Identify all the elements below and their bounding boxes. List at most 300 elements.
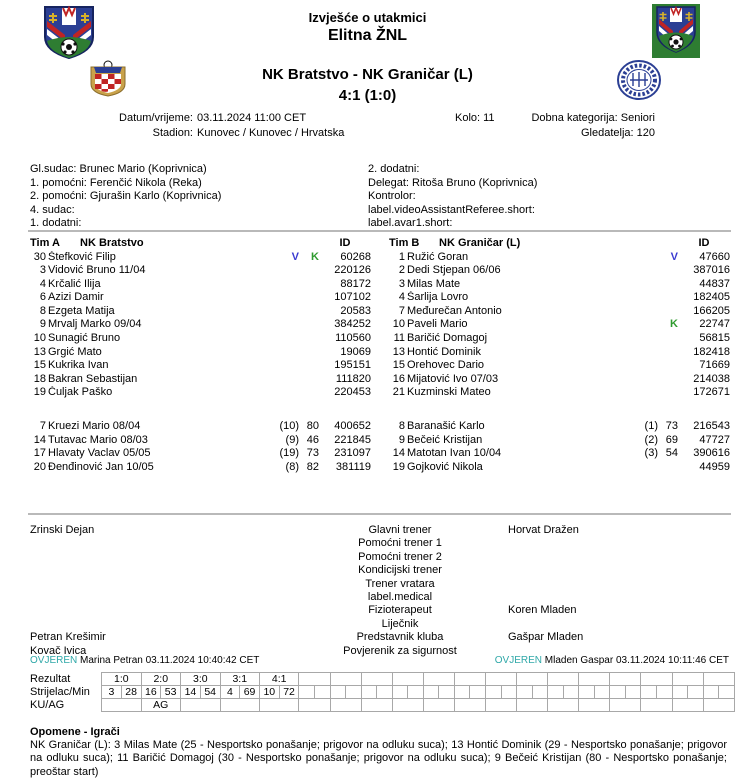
- player-name: Dedi Stjepan 06/06: [407, 264, 501, 277]
- substitute-row: [30, 434, 371, 448]
- player-number: 8: [398, 420, 405, 433]
- staff-row: [30, 551, 729, 564]
- team-rosters: [30, 237, 730, 474]
- staff-away-name: [470, 564, 729, 577]
- player-name: Baranašić Karlo: [407, 420, 485, 433]
- staff-away-name: [470, 578, 729, 591]
- player-id: 384252: [334, 318, 371, 331]
- certified-right: [495, 655, 729, 666]
- captain-or-gk-mark: [299, 386, 319, 400]
- substituted-for: (1): [644, 420, 658, 433]
- starter-row: [389, 305, 730, 319]
- minute-cell: 72: [279, 686, 299, 699]
- player-name: Krčalić Ilija: [48, 277, 101, 290]
- goalkeeper-mark: [263, 318, 299, 332]
- team-block-away: [389, 237, 730, 474]
- minute-cell: [377, 686, 393, 699]
- staff-role-label: label.medical: [367, 591, 433, 604]
- team-label: Tim B: [389, 237, 420, 249]
- staff-row: [30, 524, 729, 537]
- player-name: Bečeić Kristijan: [407, 433, 483, 446]
- player-id: 381119: [335, 460, 371, 473]
- scorer-cell: 4: [220, 686, 240, 699]
- match-score: 4:1 (1:0): [338, 87, 397, 104]
- minute-cell: [470, 686, 486, 699]
- score-cell: [672, 673, 703, 686]
- score-cell: [703, 673, 734, 686]
- goalkeeper-mark: [622, 305, 658, 319]
- staff-away-name: Gašpar Mladen: [508, 631, 584, 644]
- kuag-cell: [392, 699, 423, 712]
- starter-row: [30, 332, 371, 346]
- score-cell: [423, 673, 454, 686]
- minute-cell: 53: [161, 686, 181, 699]
- player-id: 20583: [340, 304, 371, 317]
- scorer-cell: [548, 686, 564, 699]
- substituted-for: (9): [285, 433, 299, 446]
- kuag-cell: [641, 699, 672, 712]
- player-id: 182405: [693, 291, 730, 304]
- scorer-cell: [361, 686, 377, 699]
- player-number: 14: [33, 433, 46, 446]
- player-name: Mijatović Ivo 07/03: [407, 372, 499, 385]
- certified-left-badge: OVJEREN: [30, 655, 78, 666]
- staff-away-name: [470, 591, 729, 604]
- score-cell: [392, 673, 423, 686]
- substitution-minute: [658, 461, 678, 475]
- staff-home-name: [30, 537, 330, 550]
- kuag-cell: [330, 699, 361, 712]
- substitute-row: [30, 461, 371, 475]
- player-id: 172671: [693, 386, 730, 399]
- substitute-row: [389, 447, 730, 461]
- score-cell: [548, 673, 579, 686]
- goalkeeper-mark: [263, 332, 299, 346]
- staff-row: [30, 591, 729, 604]
- scorer-cell: 14: [181, 686, 201, 699]
- report-header: [0, 10, 735, 104]
- team-header: [30, 237, 371, 251]
- player-id: 111820: [335, 372, 371, 385]
- player-id: 19069: [340, 345, 371, 358]
- attendance-label: Gledatelja: 120: [581, 127, 655, 139]
- score-cell: 1:0: [102, 673, 141, 686]
- player-number: 1: [398, 250, 405, 263]
- official-line: Gl.sudac: Brunec Mario (Koprivnica): [30, 163, 207, 175]
- starter-row: [389, 278, 730, 292]
- minute-cell: [625, 686, 641, 699]
- team-label: Tim A: [30, 237, 60, 249]
- score-cell: [454, 673, 485, 686]
- goalkeeper-mark: [622, 264, 658, 278]
- player-name: Sunagić Bruno: [48, 332, 121, 345]
- starter-row: [389, 264, 730, 278]
- staff-away-name: [470, 618, 729, 631]
- player-number: 4: [398, 291, 405, 304]
- official-line: 1. pomoćni: Ferenčić Nikola (Reka): [30, 176, 202, 189]
- official-line: 1. dodatni:: [30, 217, 82, 230]
- substituted-for: (2): [644, 433, 658, 446]
- substitution-minute: 73: [306, 447, 319, 460]
- score-cell: [361, 673, 392, 686]
- player-number: 15: [392, 359, 405, 372]
- player-id: 387016: [693, 264, 730, 277]
- player-id: 71669: [699, 359, 730, 372]
- player-name: Mrvalj Marko 09/04: [48, 318, 142, 331]
- cautions-text: NK Graničar (L): 3 Milas Mate (25 - Nesportsko ponašanje; prigovor na odluku suca); 13 Hontić Dominik (29 - Nesportsko ponašanje; prigovor na odluku suca); 11 Baričić Domagoj (30 - Nesportsko ponašanje; prigovor na odluku suca); 9 Bečeić Kristijan (80 - Nesportsko ponašanje; preoštar start): [30, 739, 727, 778]
- staff-away-name: Horvat Dražen: [508, 524, 579, 536]
- staff-role-label: Povjerenik za sigurnost: [343, 644, 457, 657]
- datetime-value: 03.11.2024 11:00 CET: [197, 112, 307, 124]
- official-line: label.videoAssistantReferee.short:: [368, 203, 535, 216]
- starter-row: [389, 386, 730, 400]
- score-cell: 3:0: [181, 673, 221, 686]
- substituted-for: (19): [279, 447, 299, 460]
- player-number: 6: [39, 291, 46, 304]
- substituted-for: (8): [285, 460, 299, 473]
- certified-right-badge: OVJEREN: [494, 655, 543, 666]
- substitution-minute: 46: [306, 433, 319, 446]
- captain-or-gk-mark: [658, 264, 678, 278]
- official-line: 2. pomoćni: Gjurašin Karlo (Koprivnica): [30, 190, 222, 203]
- kuag-cell: [102, 699, 141, 712]
- player-number: 13: [33, 345, 46, 358]
- match-info: [0, 111, 735, 151]
- score-cell: 2:0: [141, 673, 181, 686]
- player-number: 13: [392, 345, 405, 358]
- player-name: Milas Mate: [407, 277, 461, 290]
- player-name: Azizi Damir: [48, 291, 104, 304]
- starter-row: [389, 359, 730, 373]
- player-name: Ružić Goran: [407, 250, 469, 263]
- section-divider-top: [28, 230, 731, 232]
- club-name: NK Bratstvo: [80, 237, 144, 249]
- player-name: Šarlija Lovro: [407, 291, 469, 304]
- player-number: 14: [392, 447, 405, 460]
- minute-cell: 28: [121, 686, 141, 699]
- team-header: [389, 237, 730, 251]
- player-number: 8: [39, 304, 46, 317]
- player-id: 107102: [334, 291, 371, 304]
- datetime-label: Datum/vrijeme:: [119, 112, 193, 124]
- substituted-for: (10): [279, 420, 299, 433]
- captain-or-gk-mark: K: [670, 318, 678, 331]
- goalkeeper-mark: [263, 359, 299, 373]
- staff-role-label: Fizioterapeut: [368, 604, 432, 617]
- id-column-header: ID: [698, 237, 710, 249]
- player-number: 16: [392, 372, 405, 385]
- player-number: 11: [393, 332, 405, 345]
- row-label: Rezultat: [30, 673, 71, 685]
- player-number: 3: [39, 264, 46, 277]
- kuag-cell: [517, 699, 548, 712]
- captain-or-gk-mark: [658, 332, 678, 346]
- substitution-minute: 69: [665, 433, 678, 446]
- player-id: 220453: [334, 386, 371, 399]
- player-number: 21: [392, 386, 405, 399]
- substitute-row: [389, 420, 730, 434]
- staff-role-label: Pomoćni trener 1: [358, 537, 442, 550]
- row-label: Strijelac/Min: [30, 686, 90, 698]
- kuag-row: [30, 699, 735, 712]
- goalkeeper-mark: [263, 305, 299, 319]
- stadium-value: Kunovec / Kunovec / Hrvatska: [197, 127, 345, 139]
- player-id: 110560: [335, 332, 371, 345]
- kuag-cell: [361, 699, 392, 712]
- section-divider-staff: [28, 513, 731, 515]
- player-id: 390616: [693, 447, 730, 460]
- goalkeeper-mark: [263, 264, 299, 278]
- player-id: 182418: [693, 345, 730, 358]
- player-name: Đenđinović Jan 10/05: [48, 460, 154, 473]
- official-line: Kontrolor:: [368, 190, 416, 203]
- round-label: Kolo: 11: [455, 112, 495, 124]
- goalkeeper-mark: [622, 251, 658, 265]
- minute-cell: [346, 686, 362, 699]
- player-name: Matotan Ivan 10/04: [407, 447, 502, 460]
- staff-home-name: [30, 618, 330, 631]
- staff-away-name: [470, 551, 729, 564]
- player-id: 195151: [334, 359, 371, 372]
- match-title: NK Bratstvo - NK Graničar (L): [262, 66, 473, 83]
- player-number: 17: [33, 447, 46, 460]
- player-name: Međurečan Antonio: [407, 304, 502, 317]
- scorer-cell: [517, 686, 533, 699]
- player-name: Tutavac Mario 08/03: [48, 433, 148, 446]
- starter-row: [389, 318, 730, 332]
- minute-cell: [315, 686, 331, 699]
- score-cell: 4:1: [259, 673, 299, 686]
- player-name: Čuljak Paško: [48, 386, 113, 399]
- category-label: Dobna kategorija: Seniori: [531, 112, 655, 124]
- player-id: 214038: [693, 372, 730, 385]
- player-id: 220126: [334, 264, 371, 277]
- staff-role-label: Trener vratara: [365, 577, 435, 590]
- substitute-row: [30, 420, 371, 434]
- goalkeeper-mark: [622, 346, 658, 360]
- starter-row: [30, 291, 371, 305]
- scorer-cell: [641, 686, 657, 699]
- player-id: 231097: [334, 447, 371, 460]
- minute-cell: 54: [200, 686, 220, 699]
- scorer-cell: [610, 686, 626, 699]
- starter-row: [30, 386, 371, 400]
- captain-or-gk-mark: [299, 373, 319, 387]
- starter-row: [30, 346, 371, 360]
- certified-left-text: Marina Petran 03.11.2024 10:40:42 CET: [77, 655, 260, 666]
- kuag-cell: [548, 699, 579, 712]
- starter-row: [30, 264, 371, 278]
- staff-row: [30, 537, 729, 550]
- player-name: Gojković Nikola: [407, 460, 483, 473]
- player-name: Kukrika Ivan: [48, 359, 109, 372]
- staff-row: [30, 578, 729, 591]
- team-block-home: [30, 237, 371, 474]
- player-name: Ezgeta Matija: [48, 304, 115, 317]
- player-number: 9: [39, 318, 46, 331]
- goalkeeper-mark: [622, 291, 658, 305]
- player-number: 10: [392, 318, 405, 331]
- official-line: 2. dodatni:: [368, 163, 420, 175]
- substitution-minute: 54: [665, 447, 678, 460]
- result-table: [30, 672, 735, 712]
- captain-or-gk-mark: [299, 359, 319, 373]
- scorer-minute-row: [30, 686, 735, 699]
- score-cell: [330, 673, 361, 686]
- certification-row: [30, 655, 729, 666]
- starter-row: [30, 278, 371, 292]
- player-number: 2: [398, 264, 405, 277]
- kuag-cell: [423, 699, 454, 712]
- kuag-cell: [259, 699, 299, 712]
- minute-cell: [688, 686, 704, 699]
- player-number: 18: [33, 372, 46, 385]
- kuag-cell: [220, 699, 259, 712]
- scorer-cell: [579, 686, 595, 699]
- player-number: 20: [33, 460, 46, 473]
- kuag-cell: [672, 699, 703, 712]
- goalkeeper-mark: [263, 386, 299, 400]
- kuag-cell: [181, 699, 221, 712]
- official-line: 4. sudac:: [30, 203, 75, 216]
- captain-or-gk-mark: [299, 332, 319, 346]
- starter-row: [389, 346, 730, 360]
- player-name: Baričić Domagoj: [407, 332, 488, 345]
- league-name: Elitna ŽNL: [327, 27, 408, 44]
- minute-cell: [657, 686, 673, 699]
- staff-home-name: [30, 604, 330, 617]
- scorer-cell: 3: [102, 686, 122, 699]
- starter-row: [389, 251, 730, 265]
- substitute-row: [30, 447, 371, 461]
- certified-left: [30, 655, 259, 666]
- player-number: 19: [33, 386, 46, 399]
- scorer-cell: [423, 686, 439, 699]
- player-name: Hontić Dominik: [407, 345, 481, 358]
- staff-role-label: Predstavnik kluba: [356, 631, 444, 644]
- captain-or-gk-mark: [658, 346, 678, 360]
- officials-section: [30, 163, 729, 231]
- player-number: 3: [398, 277, 405, 290]
- score-cell: [299, 673, 330, 686]
- staff-section: [30, 524, 729, 658]
- scorer-cell: [330, 686, 346, 699]
- staff-home-name: [30, 578, 330, 591]
- player-name: Paveli Mario: [407, 318, 468, 331]
- staff-role-label: Liječnik: [381, 617, 419, 630]
- result-table-section: [30, 672, 735, 712]
- report-title: Izvješće o utakmici: [308, 10, 427, 25]
- goalkeeper-mark: [263, 278, 299, 292]
- goalkeeper-mark: [263, 346, 299, 360]
- player-name: Grgić Mato: [48, 345, 102, 358]
- minute-cell: [408, 686, 424, 699]
- player-name: Kruezi Mario 08/04: [48, 420, 141, 433]
- scorer-cell: 16: [141, 686, 161, 699]
- player-id: 44959: [699, 460, 730, 473]
- minute-cell: [439, 686, 455, 699]
- staff-home-name: [30, 564, 330, 577]
- captain-or-gk-mark: [658, 386, 678, 400]
- player-name: Orehovec Dario: [407, 359, 485, 372]
- starter-row: [30, 305, 371, 319]
- player-number: 4: [39, 277, 46, 290]
- player-id: 88172: [340, 277, 371, 290]
- score-cell: [579, 673, 610, 686]
- staff-row: [30, 564, 729, 577]
- kuag-cell: [486, 699, 517, 712]
- score-cell: [641, 673, 672, 686]
- player-id: 60268: [340, 250, 371, 263]
- goalkeeper-mark: [622, 386, 658, 400]
- player-id: 56815: [699, 332, 730, 345]
- staff-away-name: Koren Mladen: [508, 604, 577, 617]
- club-name: NK Graničar (L): [439, 237, 521, 249]
- result-row: [30, 673, 735, 686]
- starter-row: [30, 373, 371, 387]
- row-label: KU/AG: [30, 699, 65, 711]
- player-name: Bakran Sebastijan: [48, 372, 138, 385]
- staff-home-name: Zrinski Dejan: [30, 524, 95, 536]
- player-number: 15: [33, 359, 46, 372]
- substitution-minute: 80: [306, 420, 319, 433]
- kuag-cell: [579, 699, 610, 712]
- subs-gap: [30, 400, 371, 420]
- subs-gap: [389, 400, 730, 420]
- substitute-row: [389, 434, 730, 448]
- captain-or-gk-mark: [299, 318, 319, 332]
- player-id: 166205: [693, 304, 730, 317]
- match-info-left: [115, 111, 344, 141]
- cautions-heading: Opomene - Igrači: [30, 726, 120, 738]
- captain-or-gk-mark: [299, 305, 319, 319]
- staff-role-label: Glavni trener: [368, 524, 432, 536]
- substitute-row: [389, 461, 730, 475]
- player-name: Hlavaty Vaclav 05/05: [48, 447, 151, 460]
- official-line: label.avar1.short:: [368, 217, 453, 230]
- cautions-section: [30, 726, 727, 779]
- player-name: Kuzminski Mateo: [407, 386, 491, 399]
- goalkeeper-mark: [622, 332, 658, 346]
- captain-or-gk-mark: [299, 346, 319, 360]
- starter-row: [389, 291, 730, 305]
- goalkeeper-mark: [622, 318, 658, 332]
- player-id: 221845: [334, 433, 371, 446]
- captain-or-gk-mark: [299, 264, 319, 278]
- player-number: 30: [33, 250, 46, 263]
- substituted-for: (3): [644, 447, 658, 460]
- goalkeeper-mark: V: [291, 250, 299, 263]
- staff-home-name: [30, 591, 330, 604]
- minute-cell: 69: [240, 686, 260, 699]
- substitution-minute: 82: [306, 460, 319, 473]
- captain-or-gk-mark: [658, 278, 678, 292]
- player-number: 10: [33, 332, 46, 345]
- captain-or-gk-mark: [658, 291, 678, 305]
- staff-home-name: Petran Krešimir: [30, 631, 106, 644]
- staff-row: [30, 604, 729, 617]
- goalkeeper-mark: [622, 373, 658, 387]
- kuag-cell: [454, 699, 485, 712]
- stadium-label: Stadion:: [152, 127, 193, 139]
- captain-or-gk-mark: K: [311, 250, 319, 263]
- officials-right-column: [368, 163, 729, 231]
- starter-row: [389, 332, 730, 346]
- score-cell: [486, 673, 517, 686]
- scorer-cell: [703, 686, 719, 699]
- kuag-cell: [610, 699, 641, 712]
- starter-row: [30, 318, 371, 332]
